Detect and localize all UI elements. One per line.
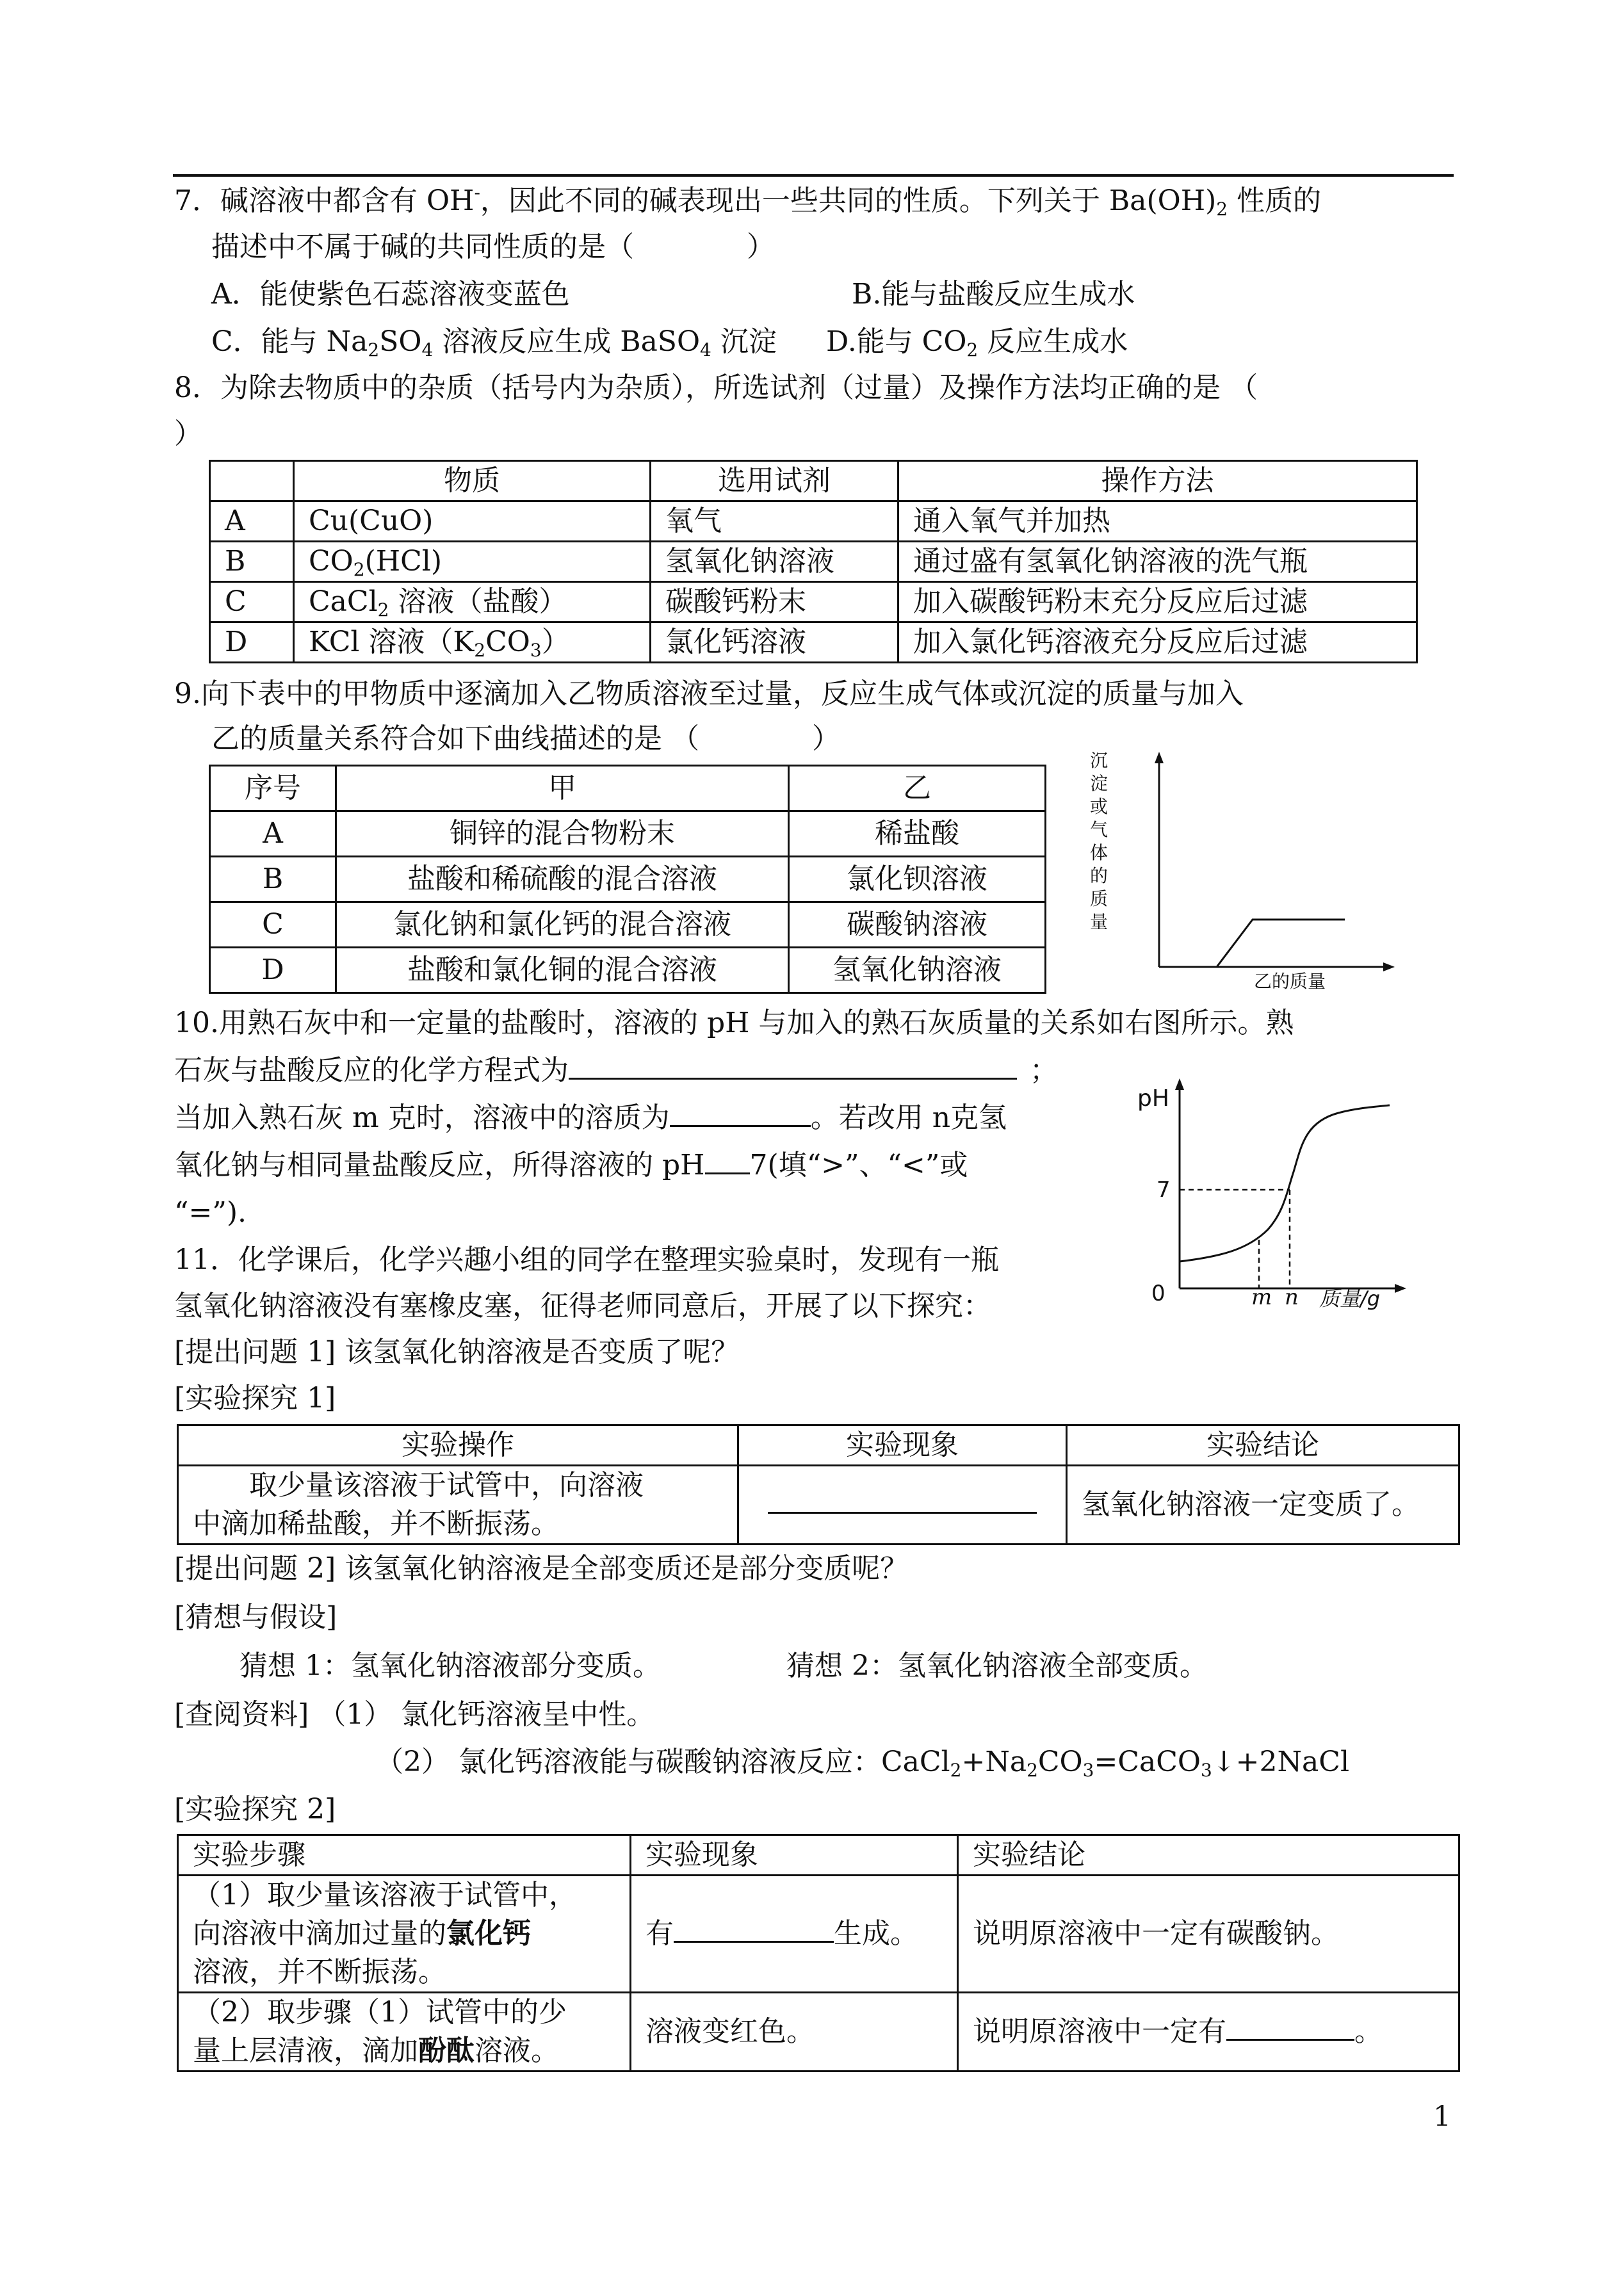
- q11-experiment2-title: [实验探究 2]: [174, 1793, 336, 1826]
- row-label: A: [210, 501, 294, 542]
- method-cell: 加入氯化钙溶液充分反应后过滤: [898, 622, 1417, 663]
- table-header-cell: 实验步骤: [178, 1835, 631, 1876]
- row-label: A: [210, 811, 336, 857]
- table-header-cell: 乙: [789, 766, 1046, 811]
- q9-graph: [1089, 749, 1396, 993]
- table-header-cell: 实验现象: [631, 1835, 958, 1876]
- reagent-cell: 氢氧化钠溶液: [651, 542, 898, 582]
- ph-y-label: pH: [1137, 1085, 1169, 1112]
- phenomenon-cell: 有 生成。: [631, 1876, 958, 1993]
- q7-option-b: B.能与盐酸反应生成水: [852, 278, 1135, 311]
- table-row: [210, 542, 1417, 582]
- graph-y-label: 沉淀或气体的质量: [1090, 750, 1108, 932]
- q8-stem-line2: ）: [174, 418, 202, 450]
- ph-graph-axes: [1133, 1076, 1434, 1313]
- conclusion-cell: 氢氧化钠溶液一定变质了。: [1067, 1466, 1459, 1545]
- q11-reference-2: （2） 氯化钙溶液能与碳酸钠溶液反应：$CaCl_2+Na_2CO_3=CaCO_3↓+2NaCl$: [375, 1746, 1350, 1781]
- substance-cell: $CO_2(HCl)$: [294, 542, 651, 582]
- method-cell: 加入碳酸钙粉末充分反应后过滤: [898, 582, 1417, 622]
- table-header-cell: 实验操作: [178, 1425, 738, 1466]
- answer-blank[interactable]: [705, 1147, 750, 1174]
- table-header-row: [178, 1835, 1459, 1876]
- conclusion-cell: 说明原溶液中一定有 。: [958, 1993, 1459, 2072]
- q11-experiment1-table: [177, 1424, 1460, 1545]
- row-label: B: [210, 857, 336, 902]
- substance-a-cell: 盐酸和氯化铜的混合溶液: [336, 948, 789, 993]
- table-header-cell: 实验现象: [738, 1425, 1067, 1466]
- table-header-cell: 实验结论: [1067, 1425, 1459, 1466]
- q10-stem-line1: 10.用熟石灰中和一定量的盐酸时，溶液的 pH 与加入的熟石灰质量的关系如右图所示。熟: [174, 1007, 1294, 1039]
- row-label: C: [210, 582, 294, 622]
- q7-option-d: D.能与 $CO_2$ 反应生成水: [826, 325, 1128, 361]
- q10-stem-line4: 氧化钠与相同量盐酸反应，所得溶液的 pH 7(填“>”、“<”或: [174, 1146, 968, 1185]
- q9-stem-line1: 9.向下表中的甲物质中逐滴加入乙物质溶液至过量，反应生成气体或沉淀的质量与加入: [174, 677, 1244, 710]
- table-header-cell: 实验结论: [958, 1835, 1459, 1876]
- q10-stem-line5: “=”).: [174, 1196, 247, 1229]
- substance-b-cell: 氢氧化钠溶液: [789, 948, 1046, 993]
- substance-b-cell: 稀盐酸: [789, 811, 1046, 857]
- table-header-row: [210, 766, 1046, 811]
- q11-hypothesis-1: 猜想 1：氢氧化钠溶液部分变质。: [240, 1650, 661, 1682]
- method-cell: 通过盛有氢氧化钠溶液的洗气瓶: [898, 542, 1417, 582]
- ph-7-tick: 7: [1157, 1177, 1171, 1203]
- q8-stem-line1: 8．为除去物质中的杂质（括号内为杂质），所选试剂（过量）及操作方法均正确的是 （: [174, 371, 1258, 404]
- graph-axes: [1089, 749, 1396, 993]
- q11-stem-line1: 11．化学课后，化学兴趣小组的同学在整理实验桌时，发现有一瓶: [174, 1244, 999, 1276]
- conclusion-cell: 说明原溶液中一定有碳酸钠。: [958, 1876, 1459, 1993]
- table-row: [210, 948, 1046, 993]
- step-cell: （1）取少量该溶液于试管中， 向溶液中滴加过量的氯化钙 溶液，并不断振荡。: [178, 1876, 631, 1993]
- q8-table: [209, 460, 1418, 663]
- reagent-cell: 碳酸钙粉末: [651, 582, 898, 622]
- answer-blank[interactable]: [768, 1486, 1037, 1514]
- table-row: [210, 501, 1417, 542]
- table-row: [178, 1993, 1459, 2072]
- operation-cell: 取少量该溶液于试管中，向溶液 中滴加稀盐酸，并不断振荡。: [178, 1466, 738, 1545]
- reagent-cell: 氯化钙溶液: [651, 622, 898, 663]
- table-header-cell: 序号: [210, 766, 336, 811]
- table-header-row: [210, 461, 1417, 501]
- q11-hypothesis-title: [猜想与假设]: [174, 1601, 337, 1634]
- graph-curve: [1217, 920, 1345, 967]
- q11-hypothesis-2: 猜想 2：氢氧化钠溶液全部变质。: [786, 1650, 1208, 1682]
- table-row: [210, 582, 1417, 622]
- substance-a-cell: 铜锌的混合物粉末: [336, 811, 789, 857]
- table-row: [210, 902, 1046, 948]
- table-row: [178, 1466, 1459, 1545]
- q11-question1: [提出问题 1] 该氢氧化钠溶液是否变质了呢？: [174, 1336, 740, 1368]
- ph-x-label: 质量/g: [1319, 1286, 1381, 1311]
- q11-question2: [提出问题 2] 该氢氧化钠溶液是全部变质还是部分变质呢？: [174, 1552, 909, 1585]
- phenomenon-cell: 溶液变红色。: [631, 1993, 958, 2072]
- answer-blank[interactable]: [1226, 2013, 1354, 2041]
- q10-stem-line2: 石灰与盐酸反应的化学方程式为 ；: [174, 1051, 1058, 1090]
- table-row: [210, 811, 1046, 857]
- table-header-cell: 操作方法: [898, 461, 1417, 501]
- header-rule: [173, 174, 1454, 177]
- q11-reference-1: [查阅资料] （1） 氯化钙溶液呈中性。: [174, 1698, 655, 1731]
- substance-cell: CaCl$_2$ 溶液（盐酸）: [294, 582, 651, 622]
- substance-cell: Cu(CuO): [294, 501, 651, 542]
- q11-experiment2-table: [177, 1834, 1460, 2072]
- table-row: [210, 622, 1417, 663]
- step-cell: （2）取步骤（1）试管中的少 量上层清液，滴加酚酞溶液。: [178, 1993, 631, 2072]
- substance-a-cell: 盐酸和稀硫酸的混合溶液: [336, 857, 789, 902]
- answer-blank[interactable]: [674, 1915, 834, 1943]
- method-cell: 通入氧气并加热: [898, 501, 1417, 542]
- ph-curve: [1180, 1105, 1390, 1261]
- table-header-row: [178, 1425, 1459, 1466]
- table-header-cell: 甲: [336, 766, 789, 811]
- ph-origin-label: 0: [1151, 1281, 1165, 1306]
- row-label: B: [210, 542, 294, 582]
- table-row: [210, 857, 1046, 902]
- phenomenon-cell: [738, 1466, 1067, 1545]
- q11-stem-line2: 氢氧化钠溶液没有塞橡皮塞，征得老师同意后，开展了以下探究：: [174, 1290, 991, 1322]
- q9-stem-line2: 乙的质量关系符合如下曲线描述的是 （ ）: [211, 722, 840, 755]
- page-number: 1: [1433, 2100, 1451, 2133]
- ph-m-tick: m: [1251, 1285, 1272, 1310]
- q7-option-c: C．能与 $Na_2SO_4$ 溶液反应生成 BaSO$_4$ 沉淀: [211, 325, 777, 361]
- q7-option-a: A．能使紫色石蕊溶液变蓝色: [211, 278, 570, 311]
- answer-blank[interactable]: [569, 1052, 1017, 1080]
- row-label: C: [210, 902, 336, 948]
- answer-blank[interactable]: [670, 1099, 811, 1127]
- q7-stem-line1: 7．碱溶液中都含有 OH-，因此不同的碱表现出一些共同的性质。下列关于 $Ba(OH)_2$ 性质的: [174, 182, 1322, 220]
- q7-stem-line2: 描述中不属于碱的共同性质的是（ ）: [211, 231, 775, 263]
- table-row: [178, 1876, 1459, 1993]
- q10-ph-graph: [1133, 1076, 1434, 1313]
- ph-n-tick: n: [1285, 1285, 1299, 1310]
- row-label: D: [210, 948, 336, 993]
- substance-b-cell: 碳酸钠溶液: [789, 902, 1046, 948]
- substance-b-cell: 氯化钡溶液: [789, 857, 1046, 902]
- q9-table: [209, 765, 1046, 994]
- graph-x-label: 乙的质量: [1254, 971, 1326, 992]
- row-label: D: [210, 622, 294, 663]
- q10-stem-line3: 当加入熟石灰 m 克时，溶液中的溶质为 。若改用 n克氢: [174, 1099, 1007, 1137]
- reagent-cell: 氧气: [651, 501, 898, 542]
- substance-a-cell: 氯化钠和氯化钙的混合溶液: [336, 902, 789, 948]
- table-header-cell: 物质: [294, 461, 651, 501]
- table-header-cell: [210, 461, 294, 501]
- substance-cell: KCl 溶液$(K_2CO_3)$: [294, 622, 651, 663]
- q11-experiment1-title: [实验探究 1]: [174, 1382, 336, 1415]
- table-header-cell: 选用试剂: [651, 461, 898, 501]
